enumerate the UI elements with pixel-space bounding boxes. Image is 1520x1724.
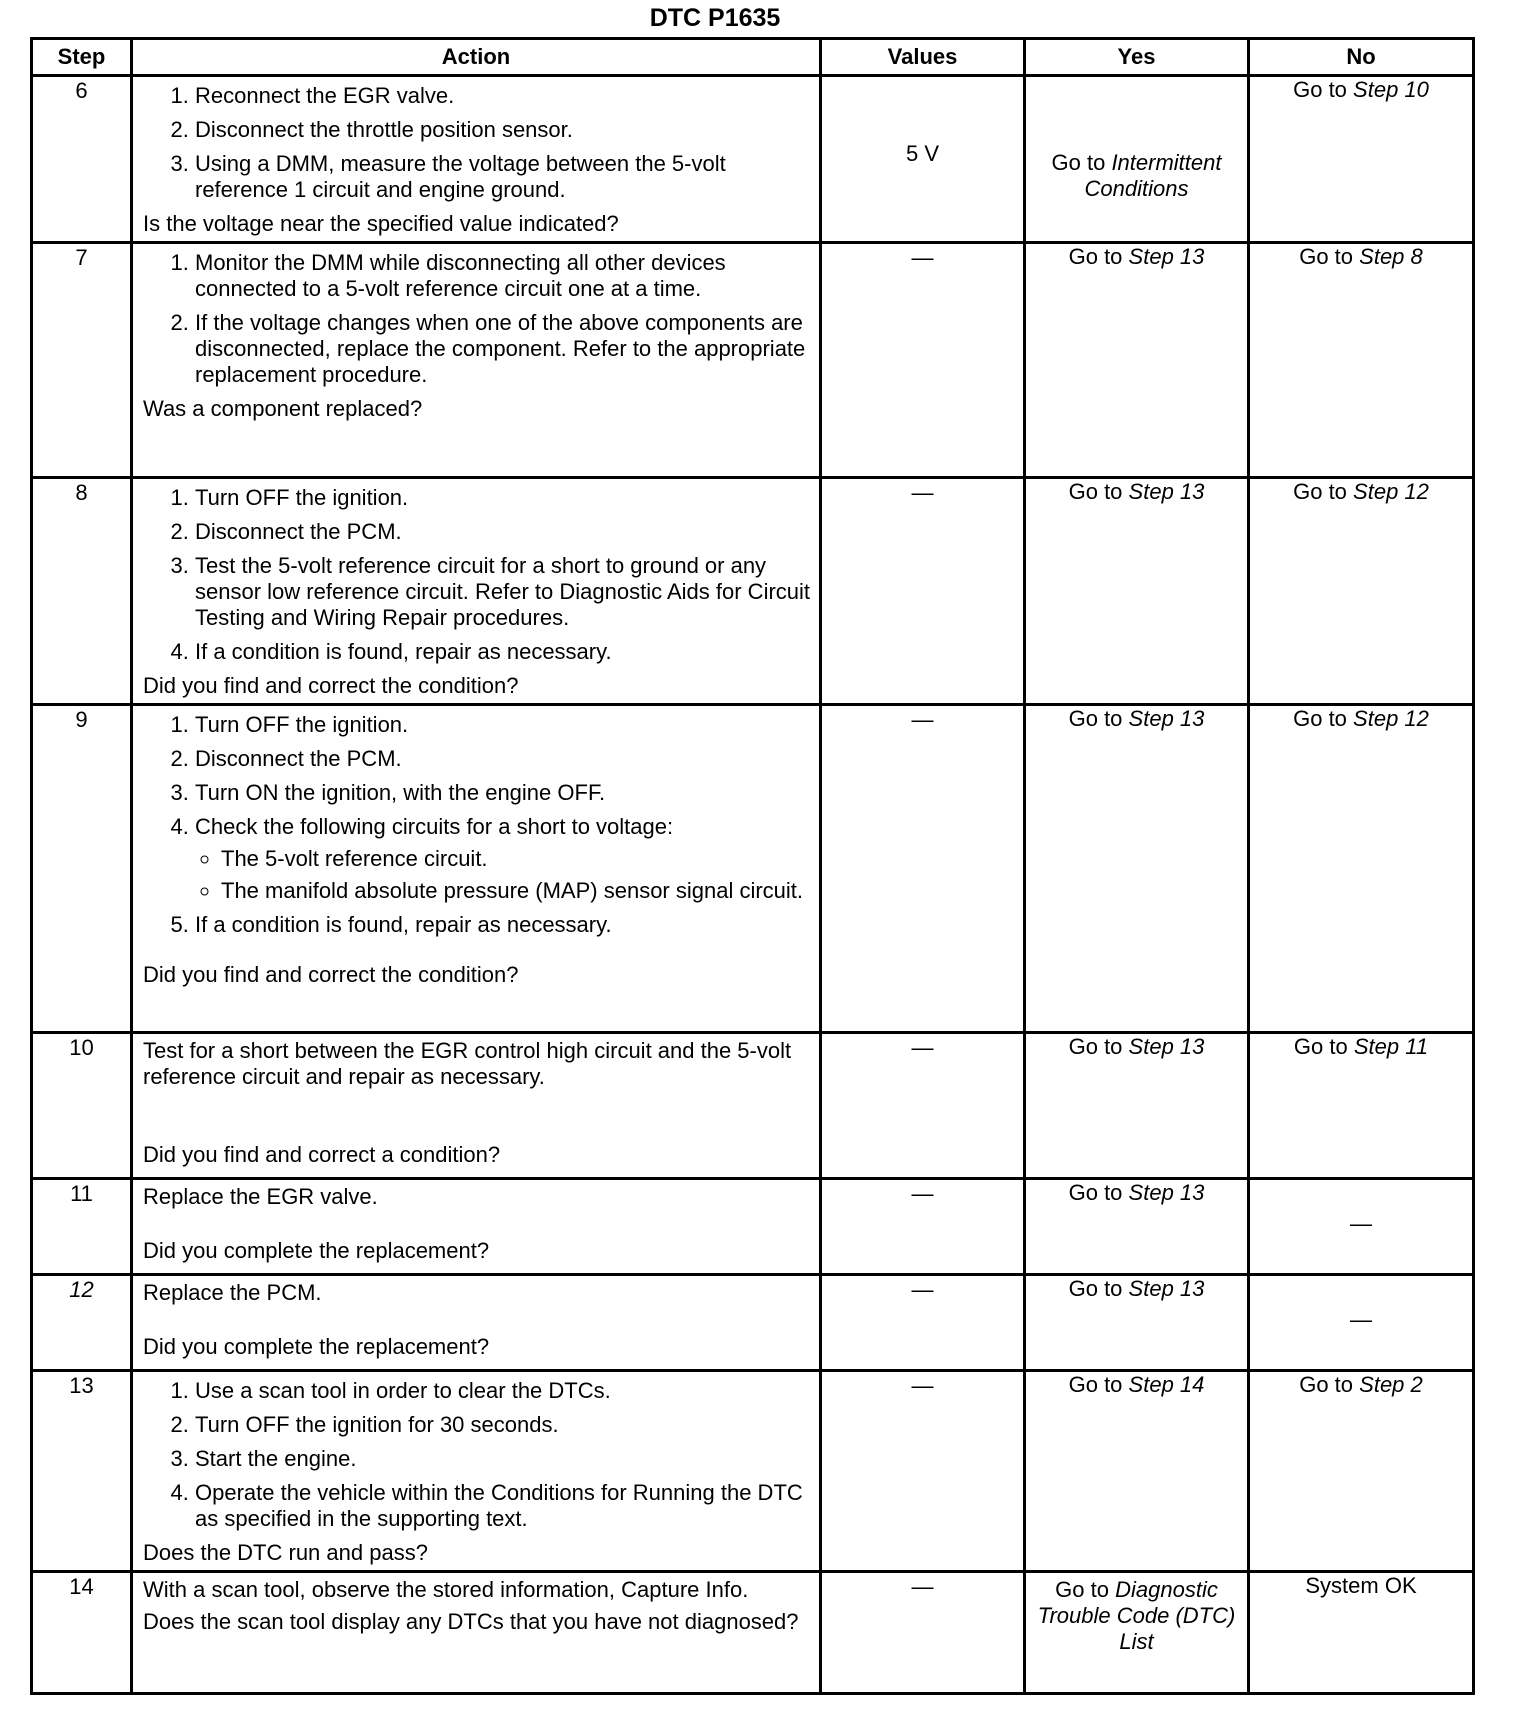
action-question: Did you find and correct the condition? [143,673,519,698]
no-prefix: Go to [1293,1034,1348,1059]
yes-link: Diagnostic Trouble Code (DTC) List [1037,1577,1236,1654]
action-step: 1. Turn OFF the ignition. [195,712,811,738]
table-row [32,243,1474,478]
yes-link: Step 13 [1128,1034,1205,1059]
table-row [32,1371,1474,1572]
yes-link: Step 13 [1128,244,1205,269]
action-question: Was a component replaced? [143,396,423,421]
action-text: With a scan tool, observe the stored information, Capture Info. [143,1577,749,1602]
action-step: 1. Reconnect the EGR valve. [195,83,811,109]
yes-link: Intermittent Conditions [1084,150,1222,201]
action-step: 1. Use a scan tool in order to clear the DTCs. [195,1378,811,1404]
no-prefix: Go to [1293,77,1347,102]
table-row [32,705,1474,1033]
yes-cell [1025,1572,1249,1694]
action-steps [143,83,811,203]
no-link: Step 10 [1353,77,1429,102]
yes-prefix: Go to [1068,1372,1123,1397]
circuit-item: ◦ The manifold absolute pressure (MAP) sensor signal circuit. [221,878,811,904]
no-cell [1249,705,1474,1033]
yes-cell [1025,705,1249,1033]
action-text: Replace the PCM. [143,1280,322,1305]
action-question: Did you complete the replacement? [143,1238,490,1263]
action-step: 2. If the voltage changes when one of the above components are disconnected, replace the component. Refer to the appropriate replacement procedure. [195,310,811,388]
yes-prefix: Go to [1068,1034,1123,1059]
action-step: 4. Operate the vehicle within the Conditions for Running the DTC as specified in the supporting text. [195,1480,811,1532]
values-cell: — [821,243,1025,478]
action-step: 4. If a condition is found, repair as necessary. [195,639,811,665]
no-link: Step 11 [1353,1034,1429,1059]
no-link: Step 2 [1359,1372,1423,1397]
no-prefix: Go to [1299,1372,1354,1397]
action-question: Does the DTC run and pass? [143,1540,428,1565]
no-cell [1249,243,1474,478]
values-cell: — [821,1275,1025,1371]
table-row [32,1275,1474,1371]
table-row [32,1179,1474,1275]
no-link: Step 12 [1353,479,1429,504]
step-number: 14 [32,1572,132,1694]
circuit-list [195,846,811,904]
yes-cell [1025,1275,1249,1371]
table-row [32,76,1474,243]
action-question: Did you find and correct the condition? [143,962,519,987]
action-steps [143,485,811,665]
action-cell [132,1179,821,1275]
no-prefix: Go to [1293,706,1347,731]
values-cell: — [821,1572,1025,1694]
action-text: Replace the EGR valve. [143,1184,378,1209]
step-number: 13 [32,1371,132,1572]
yes-cell [1025,76,1249,243]
yes-prefix: Go to [1068,244,1123,269]
yes-prefix: Go to [1055,1577,1109,1602]
action-cell [132,1033,821,1179]
table-row [32,1572,1474,1694]
action-steps [143,1378,811,1532]
yes-link: Step 13 [1128,479,1205,504]
yes-prefix: Go to [1068,706,1123,731]
no-link: Step 12 [1353,706,1429,731]
no-cell [1249,76,1474,243]
diagnostic-table [30,37,1475,1695]
action-text: Test for a short between the EGR control high circuit and the 5-volt reference circuit and repair as necessary. [143,1038,792,1089]
circuit-item: ◦ The 5-volt reference circuit. [221,846,811,872]
action-cell [132,76,821,243]
no-cell [1249,1371,1474,1572]
action-step: 3. Using a DMM, measure the voltage between the 5-volt reference 1 circuit and engine ground. [195,151,811,203]
action-step: 3. Test the 5-volt reference circuit for a short to ground or any sensor low reference circuit. Refer to Diagnostic Aids for Circuit Testing and Wiring Repair procedures. [195,553,811,631]
yes-prefix: Go to [1068,479,1123,504]
no-link: Step 8 [1359,244,1423,269]
action-step: 1. Monitor the DMM while disconnecting all other devices connected to a 5-volt reference circuit one at a time. [195,250,811,302]
action-step [195,814,811,904]
step-number: 11 [32,1179,132,1275]
action-steps [143,712,811,938]
table-header-row [32,39,1474,76]
values-cell: — [821,1033,1025,1179]
values-cell: — [821,1179,1025,1275]
action-cell [132,705,821,1033]
step-number: 7 [32,243,132,478]
values-cell: — [821,705,1025,1033]
no-prefix: Go to [1299,244,1354,269]
action-cell [132,243,821,478]
action-step-text: Check the following circuits for a short to voltage: [195,814,674,839]
yes-cell [1025,1033,1249,1179]
action-cell [132,1572,821,1694]
values-cell: 5 V [821,76,1025,243]
step-number: 10 [32,1033,132,1179]
values-cell: — [821,1371,1025,1572]
action-step: 5. If a condition is found, repair as necessary. [195,912,811,938]
yes-prefix: Go to [1068,1276,1123,1301]
step-number: 12 [32,1275,132,1371]
action-cell [132,1371,821,1572]
action-cell [132,478,821,705]
header-values: Values [821,39,1025,76]
yes-prefix: Go to [1068,1180,1123,1205]
yes-cell [1025,243,1249,478]
action-question: Does the scan tool display any DTCs that you have not diagnosed? [143,1609,799,1634]
yes-link: Step 13 [1128,706,1205,731]
no-cell: System OK [1249,1572,1474,1694]
no-cell [1249,478,1474,705]
table-row [32,478,1474,705]
yes-link: Step 14 [1128,1372,1205,1397]
no-cell: — [1249,1275,1474,1371]
header-yes: Yes [1025,39,1249,76]
action-question: Is the voltage near the specified value indicated? [143,211,619,236]
action-question: Did you complete the replacement? [143,1334,490,1359]
no-prefix: Go to [1293,479,1347,504]
action-step: 3. Start the engine. [195,1446,811,1472]
action-steps [143,250,811,388]
action-step: 2. Disconnect the throttle position sensor. [195,117,811,143]
action-cell [132,1275,821,1371]
action-step: 1. Turn OFF the ignition. [195,485,811,511]
page-title: DTC P1635 [649,4,781,32]
yes-cell [1025,1371,1249,1572]
no-cell: — [1249,1179,1474,1275]
header-step: Step [32,39,132,76]
step-number: 6 [32,76,132,243]
step-number: 8 [32,478,132,705]
table-row [32,1033,1474,1179]
action-step: 2. Turn OFF the ignition for 30 seconds. [195,1412,811,1438]
action-step: 2. Disconnect the PCM. [195,519,811,545]
yes-prefix: Go to [1051,150,1106,175]
yes-cell [1025,1179,1249,1275]
action-step: 3. Turn ON the ignition, with the engine OFF. [195,780,811,806]
no-cell [1249,1033,1474,1179]
yes-cell [1025,478,1249,705]
header-action: Action [132,39,821,76]
values-cell: — [821,478,1025,705]
yes-link: Step 13 [1128,1276,1205,1301]
step-number: 9 [32,705,132,1033]
header-no: No [1249,39,1474,76]
action-question: Did you find and correct a condition? [143,1142,501,1167]
action-step: 2. Disconnect the PCM. [195,746,811,772]
yes-link: Step 13 [1128,1180,1205,1205]
